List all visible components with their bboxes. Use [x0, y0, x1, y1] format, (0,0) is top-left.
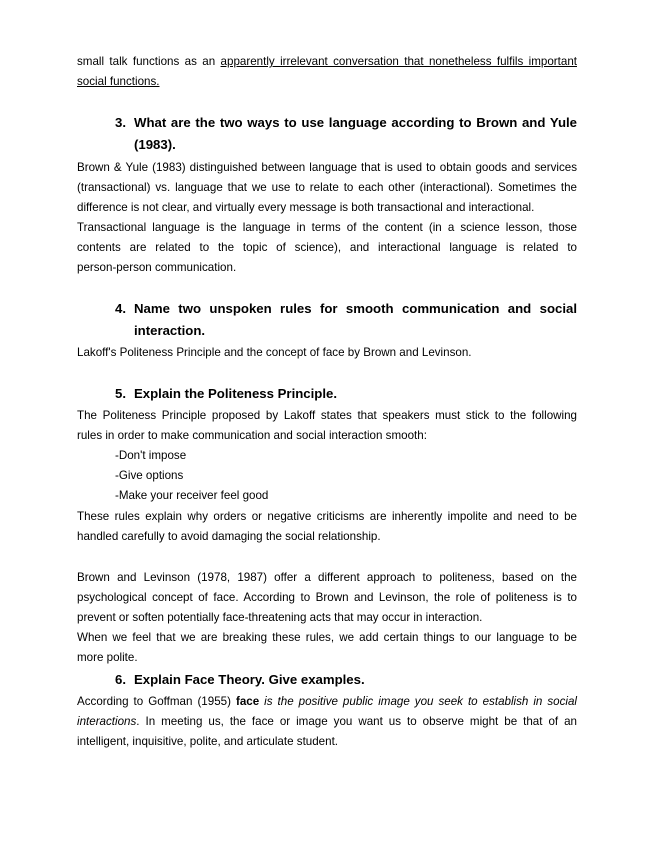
q5-rule-1: -Don't impose — [115, 449, 187, 462]
intro-text: small talk functions as an — [77, 55, 221, 68]
q6-line-1 — [77, 692, 577, 712]
q4-heading-cont: interaction. — [134, 323, 206, 338]
q3-line-2: (transactional) vs. language that we use to relate to each other (interactional). Sometimes the — [77, 181, 577, 194]
intro-underlined-text-2: social functions. — [77, 75, 160, 88]
q3-title: What are the two ways to use language according to Brown and Yule — [134, 115, 577, 130]
q3-line-1: Brown & Yule (1983) distinguished between language that is used to obtain goods and services — [77, 161, 577, 174]
q5-para2-line-2: psychological concept of face. According to Brown and Levinson, the role of politeness is to — [77, 591, 577, 604]
q5-after-2: handled carefully to avoid damaging the social relationship. — [77, 530, 381, 543]
q6-text-b: . In meeting us, the face or image you want us to observe might be that of an — [136, 715, 577, 728]
q5-para2-line-3: prevent or soften potentially face-threatening acts that may occur in interaction. — [77, 611, 483, 624]
q3-heading-cont: (1983). — [134, 137, 176, 152]
q5-number: 5. — [115, 386, 126, 401]
q5-title: Explain the Politeness Principle. — [134, 386, 338, 401]
q4-number: 4. — [115, 301, 126, 316]
intro-underlined-text: apparently irrelevant conversation that nonetheless fulfils important — [220, 55, 577, 68]
q6-heading — [115, 669, 577, 691]
q6-number: 6. — [115, 672, 126, 687]
q3-heading — [115, 112, 577, 134]
q5-para2-line-5: more polite. — [77, 651, 138, 664]
q3-line-5: contents are related to the topic of science), and interactional language is related to — [77, 241, 577, 254]
q5-para2-line-4: When we feel that we are breaking these rules, we add certain things to our language to be — [77, 631, 577, 644]
q5-para2-line-1: Brown and Levinson (1978, 1987) offer a different approach to politeness, based on the — [77, 571, 577, 584]
intro-line-1 — [77, 52, 577, 72]
intro-line-2 — [77, 72, 577, 92]
q6-bold-face: face — [235, 695, 260, 708]
q4-answer: Lakoff's Politeness Principle and the concept of face by Brown and Levinson. — [77, 346, 472, 359]
q3-line-3: difference is not clear, and virtually every message is both transactional and interactional. — [77, 201, 535, 214]
q4-heading — [115, 298, 577, 320]
q6-italic-text: is the positive public image you seek to establish in social — [259, 695, 578, 708]
q4-title: Name two unspoken rules for smooth communication and social — [134, 301, 577, 316]
q5-line-1: The Politeness Principle proposed by Lakoff states that speakers must stick to the following — [77, 409, 577, 422]
q5-rule-2: -Give options — [115, 469, 184, 482]
q6-line-2 — [77, 712, 577, 732]
q3-number: 3. — [115, 115, 126, 130]
q5-line-2: rules in order to make communication and social interaction smooth: — [77, 429, 427, 442]
q5-rule-3: -Make your receiver feel good — [115, 489, 269, 502]
q6-line-3: intelligent, inquisitive, polite, and articulate student. — [77, 735, 339, 748]
q6-italic-text-2: interactions — [77, 715, 137, 728]
q3-line-4: Transactional language is the language in terms of the content (in a science lesson, those — [77, 221, 577, 234]
q5-after-1: These rules explain why orders or negative criticisms are inherently impolite and need to be — [77, 510, 577, 523]
q5-heading — [115, 383, 577, 405]
q3-line-6: person-person communication. — [77, 261, 237, 274]
q6-title: Explain Face Theory. Give examples. — [134, 672, 365, 687]
q6-text-a: According to Goffman (1955) — [77, 695, 236, 708]
